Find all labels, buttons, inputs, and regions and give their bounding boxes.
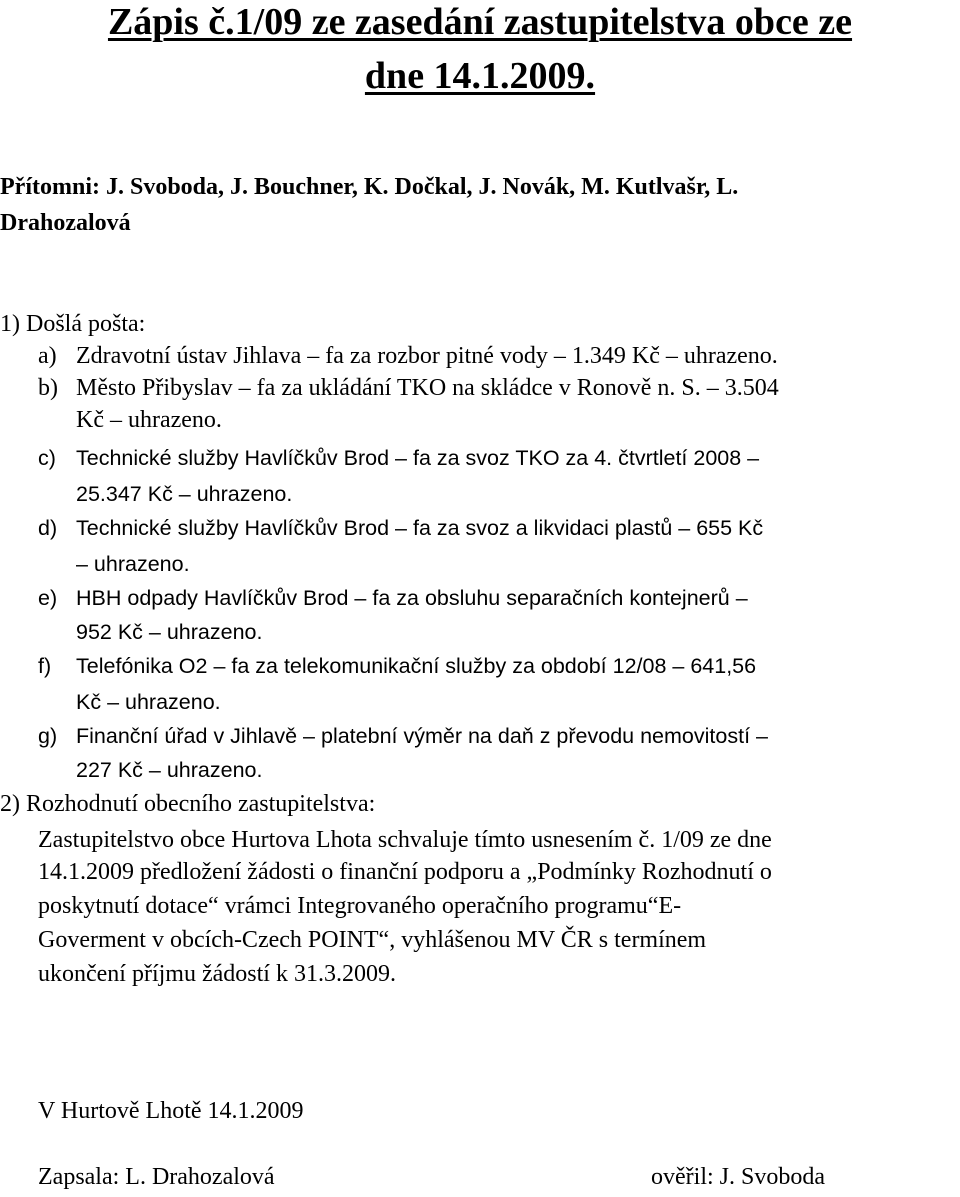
mail-item-c-text-2: 25.347 Kč – uhrazeno. [76, 482, 293, 506]
mail-item-a-text: Zdravotní ústav Jihlava – fa za rozbor pitné vody – 1.349 Kč – uhrazeno. [76, 343, 778, 369]
mail-item-b-text-2: Kč – uhrazeno. [76, 407, 222, 433]
mail-item-g-text-1: Finanční úřad v Jihlavě – platební výměr na daň z převodu nemovitostí – [76, 724, 768, 748]
place-and-date: V Hurtově Lhotě 14.1.2009 [38, 1098, 304, 1124]
attendees-line-1: Přítomni: J. Svoboda, J. Bouchner, K. Dočkal, J. Novák, M. Kutlvašr, L. [0, 174, 739, 200]
mail-item-g-label: g) [38, 724, 58, 748]
mail-item-e-text-2: 952 Kč – uhrazeno. [76, 620, 263, 644]
mail-item-a-label: a) [38, 343, 57, 369]
attendees-line-2: Drahozalová [0, 210, 131, 236]
section-1-heading: 1) Došlá pošta: [0, 311, 146, 337]
verified-by: ověřil: J. Svoboda [651, 1164, 825, 1190]
document-title-line-2: dne 14.1.2009. [364, 55, 596, 97]
mail-item-d-label: d) [38, 516, 58, 540]
resolution-line-3: poskytnutí dotace“ vrámci Integrovaného operačního programu“E- [38, 893, 682, 919]
mail-item-c-text-1: Technické služby Havlíčkův Brod – fa za svoz TKO za 4. čtvrtletí 2008 – [76, 446, 760, 470]
resolution-line-4: Goverment v obcích-Czech POINT“, vyhlášenou MV ČR s termínem [38, 927, 707, 953]
resolution-line-5: ukončení příjmu žádostí k 31.3.2009. [38, 961, 396, 987]
resolution-line-2: 14.1.2009 předložení žádosti o finanční podporu a „Podmínky Rozhodnutí o [38, 859, 772, 885]
mail-item-e-label: e) [38, 586, 58, 610]
mail-item-b-label: b) [38, 375, 58, 401]
mail-item-d-text-1: Technické služby Havlíčkův Brod – fa za svoz a likvidaci plastů – 655 Kč [76, 516, 764, 540]
mail-item-f-text-2: Kč – uhrazeno. [76, 690, 221, 714]
mail-item-e-text-1: HBH odpady Havlíčkův Brod – fa za obsluhu separačních kontejnerů – [76, 586, 748, 610]
mail-item-f-label: f) [38, 654, 52, 678]
resolution-line-1: Zastupitelstvo obce Hurtova Lhota schvaluje tímto usnesením č. 1/09 ze dne [38, 827, 772, 853]
mail-item-c-label: c) [38, 446, 56, 470]
mail-item-g-text-2: 227 Kč – uhrazeno. [76, 758, 263, 782]
mail-item-f-text-1: Telefónika O2 – fa za telekomunikační služby za období 12/08 – 641,56 [76, 654, 757, 678]
section-2-heading: 2) Rozhodnutí obecního zastupitelstva: [0, 791, 376, 817]
document-title-line-1: Zápis č.1/09 ze zasedání zastupitelstva obce ze [107, 1, 853, 43]
mail-item-d-text-2: – uhrazeno. [76, 552, 190, 576]
recorded-by: Zapsala: L. Drahozalová [38, 1164, 275, 1190]
mail-item-b-text-1: Město Přibyslav – fa za ukládání TKO na skládce v Ronově n. S. – 3.504 [76, 375, 779, 401]
